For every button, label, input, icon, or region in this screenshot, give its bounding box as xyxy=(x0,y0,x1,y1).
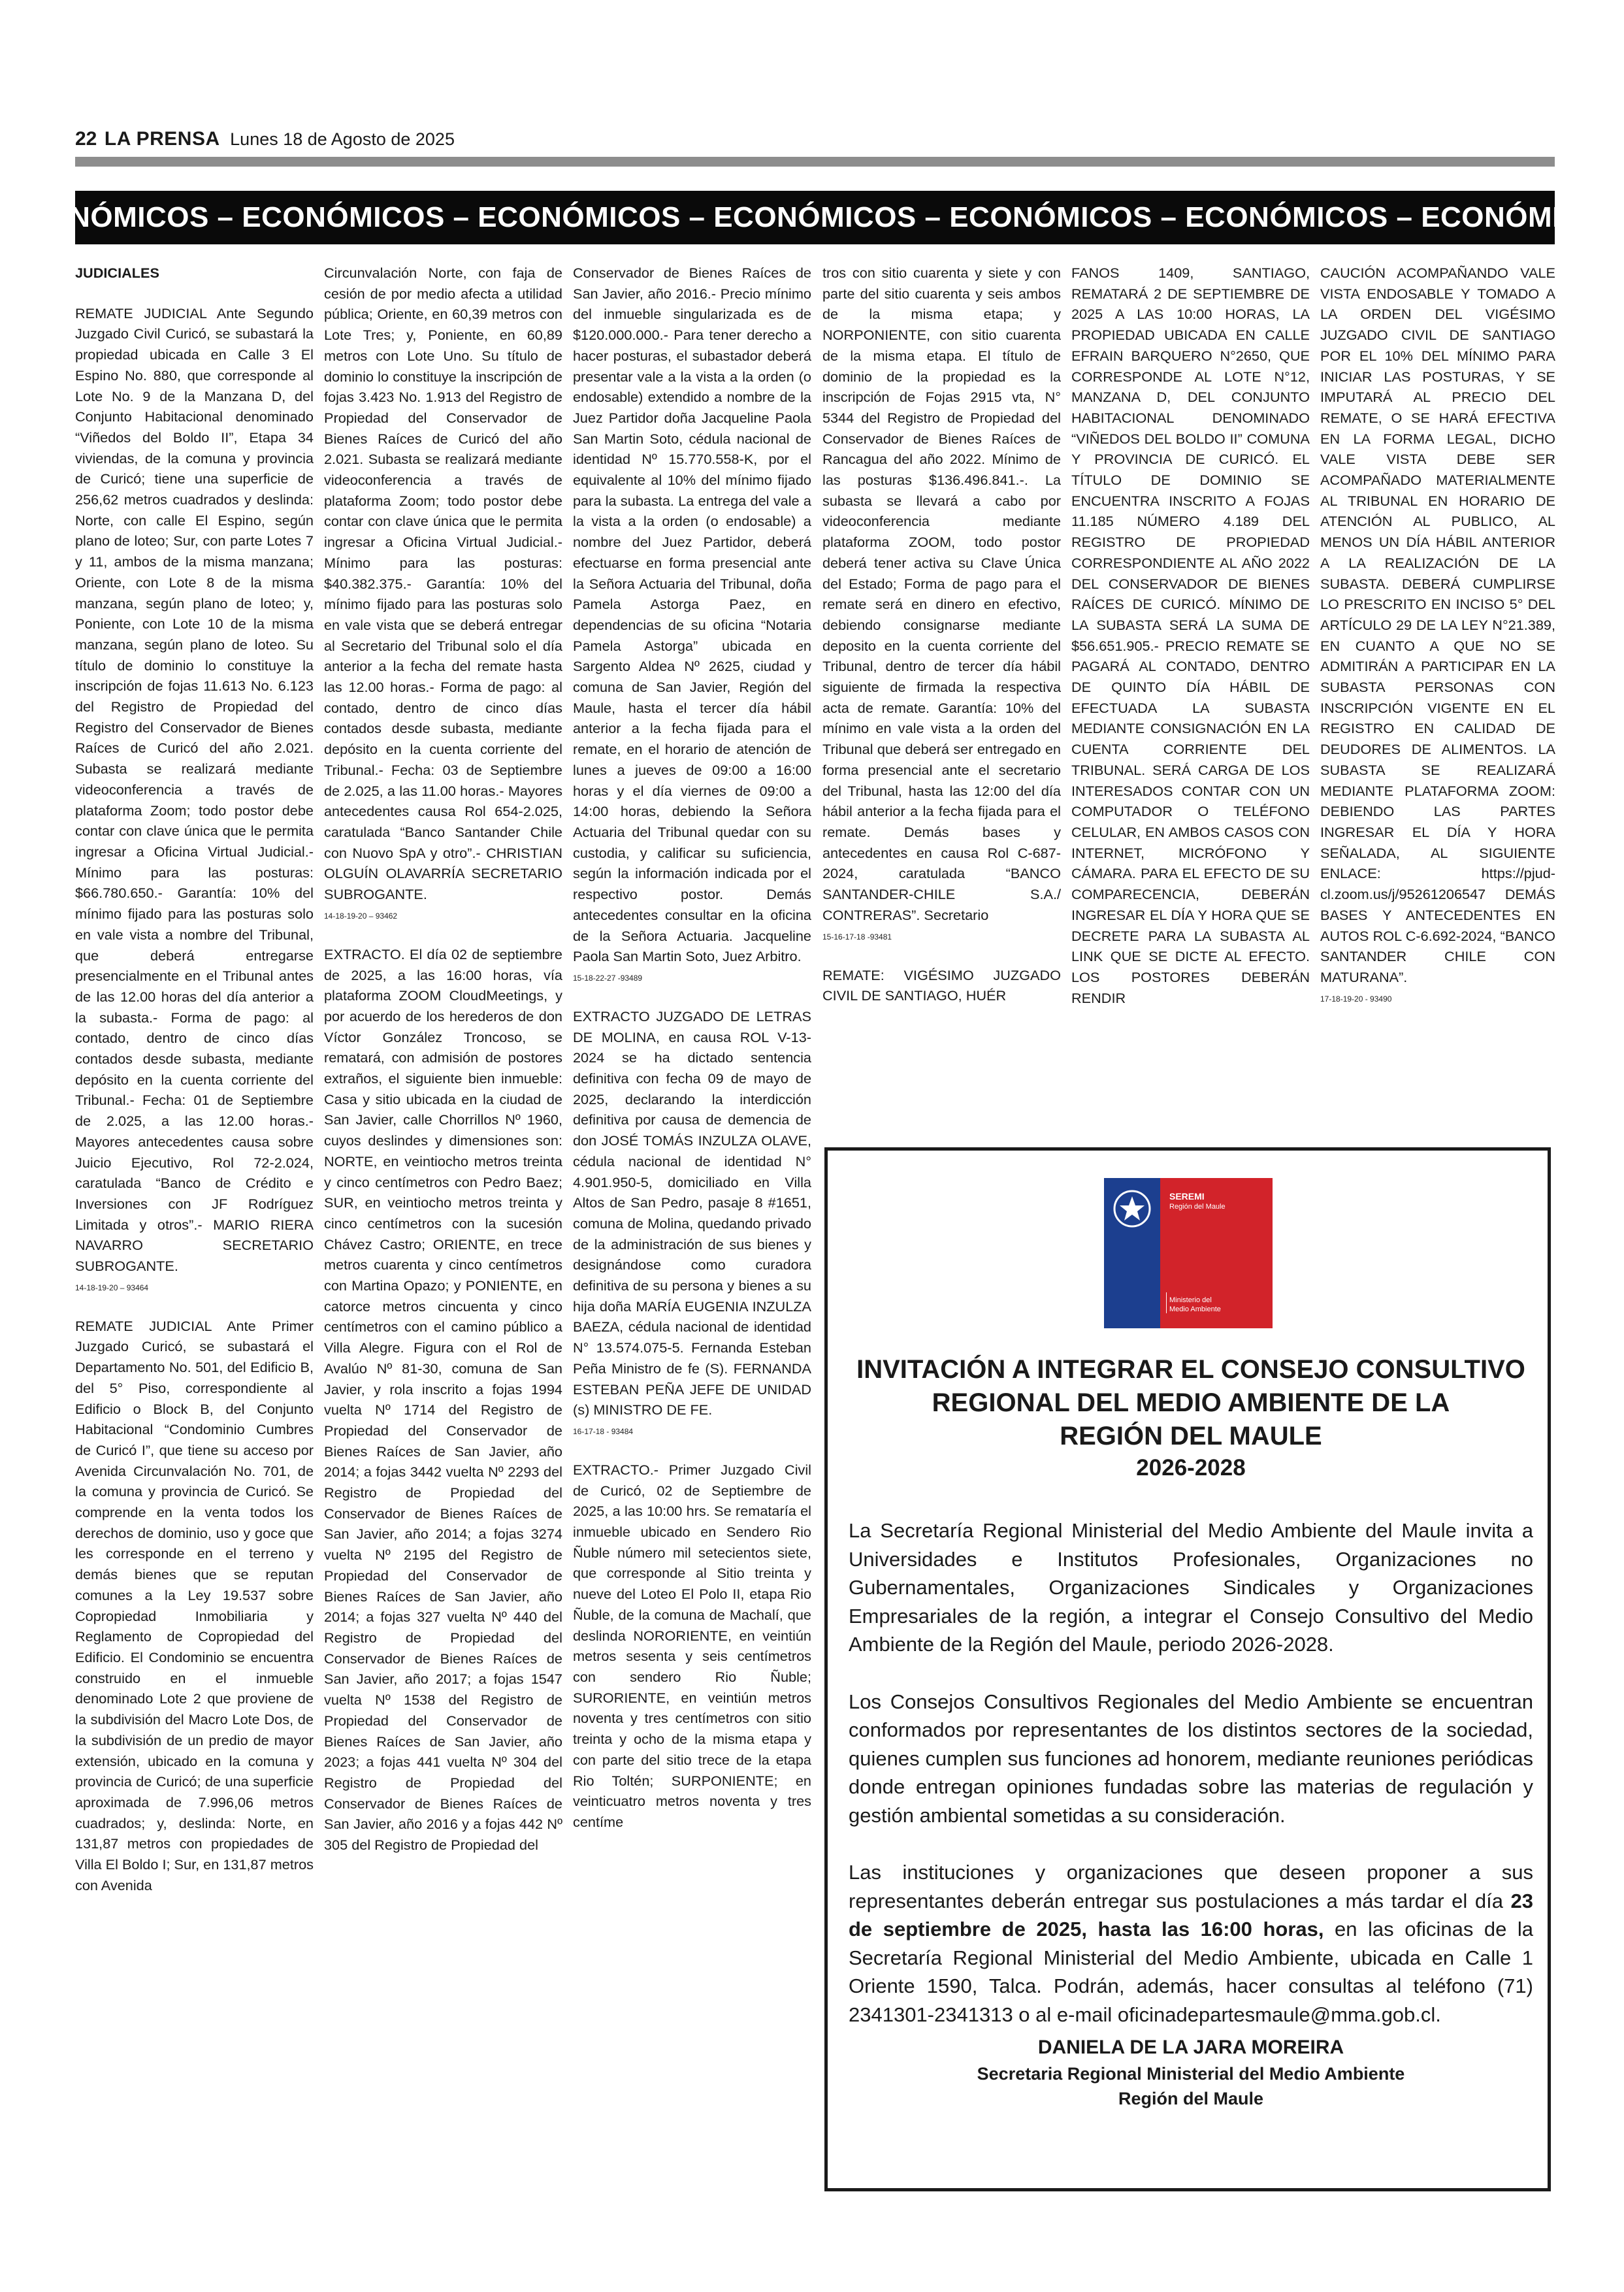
page-number: 22 xyxy=(75,128,97,150)
signatory-region: Región del Maule xyxy=(1118,2089,1264,2108)
classified-column-5 xyxy=(1071,263,1310,1132)
notice-paragraph: Los Consejos Consultivos Regionales del Medio Ambiente se encuentran conformados por representantes de los distintos sectores de la sociedad, quienes cumplen sus funciones ad honorem, mediante reuniones periódicas donde entregan opiniones fundadas sobre las materias de regulación y gestión ambiental sometidas a su consideración. xyxy=(849,1690,1533,1827)
classified-ad xyxy=(75,303,314,1296)
ad-code: 15-18-22-27 -93489 xyxy=(573,973,643,983)
ad-text: Circunvalación Norte, con faja de cesión de por medio afecta a utilidad pública; Oriente, en 60,39 metros con Lote Tres; y, Poniente, en 60,89 metros con Lote Uno. Su título de dominio lo constituye la inscripción de fojas 3.423 No. 1.913 del Registro de Propiedad del Conservador de Bienes Raíces de Curicó del año 2.021. Subasta se realizará mediante videoconferencia a través de plataforma Zoom; todo postor debe contar con clave única que le permita ingresar a Oficina Virtual Judicial.- Mínimo para las posturas: $40.382.375.- Garantía: 10% del mínimo fijado para las posturas solo en vale vista que se deberá entregar al Secretario del Tribunal solo el día anterior a la fecha del remate hasta las 12.00 horas.- Forma de pago: al contado, dentro de cinco días contados desde subasta, mediante depósito en la cuenta corriente del Tribunal.- Fecha: 03 de Septiembre de 2.025, a las 11.00 horas.- Mayores antecedentes causa Rol 654-2.025, caratulada “Banco Santander Chile con Nuovo SpA y otro”.- CHRISTIAN OLGUÍN OLAVARRÍA SECRETARIO SUBROGANTE. xyxy=(324,265,562,903)
notice-paragraph: La Secretaría Regional Ministerial del Medio Ambiente del Maule invita a Universidades e Institutos Profesionales, Organizaciones no Gubernamentales, Organizaciones Sindicales y Organizaciones Empresariales de la región, a integrar el Consejo Consultivo del Medio Ambiente de la Región del Maule, periodo 2026-2028. xyxy=(849,1519,1533,1656)
ad-text: EXTRACTO. El día 02 de septiembre de 2025, a las 16:00 horas, vía plataforma ZOOM CloudMeetings, y por acuerdo de los herederos de don Víctor González Troncoso, se rematará, con admisión de postores extraños, el siguiente bien inmueble: Casa y sitio ubicada en la ciudad de San Javier, calle Chorrillos Nº 1960, cuyos deslindes y dimensiones son: NORTE, en veintiocho metros treinta y cinco centímetros con Pedro Baez; SUR, en veintiocho metros treinta y cinco centímetros con la sucesión Chávez Castro; ORIENTE, en trece metros cuarenta y cinco centímetros con Martina Opazo; y PONIENTE, en catorce metros cincuenta y cinco centímetros con el camino público a Villa Alegre. Figura con el Rol de Avalúo Nº 81-30, comuna de San Javier, y rola inscrito a fojas 1994 vuelta Nº 1714 del Registro de Propiedad del Conservador de Bienes Raíces de San Javier, año 2014; a fojas 3442 vuelta Nº 2293 del Registro de Propiedad del Conservador de Bienes Raíces de San Javier, año 2014; a fojas 3274 vuelta Nº 2195 del Registro de Propiedad del Conservador de Bienes Raíces de San Javier, año 2014; a fojas 327 vuelta Nº 440 del Registro de Propiedad del Conservador de Bienes Raíces de San Javier, año 2017; a fojas 1547 vuelta Nº 1538 del Registro de Propiedad del Conservador de Bienes Raíces de San Javier, año 2023; a fojas 441 vuelta Nº 304 del Registro de Propiedad del Conservador de Bienes Raíces de San Javier, año 2016 y a fojas 442 Nº 305 del Registro de Propiedad del xyxy=(324,945,562,1854)
coat-of-arms-icon xyxy=(1112,1188,1152,1229)
deadline: 23 de septiembre de 2025, hasta las 16:00 horas, xyxy=(849,1889,1533,1940)
notice-period: 2026-2028 xyxy=(1136,1455,1246,1481)
classified-column-2 xyxy=(324,263,562,2193)
issue-date: Lunes 18 de Agosto de 2025 xyxy=(230,129,455,149)
notice-paragraph: Las instituciones y organizaciones que deseen proponer a sus representantes deberán entregar sus postulaciones a más tardar el día 23 de septiembre de 2025, hasta las 16:00 horas, en las oficinas de la Secretaría Regional Ministerial del Medio Ambiente, ubicada en Calle 1 Oriente 1590, Talca. Podrán, además, hacer consultas al teléfono (71) 2341301-2341313 o al e-mail oficinadepartesmaule@mma.gob.cl. xyxy=(849,1861,1534,2026)
notice-body xyxy=(849,1516,1533,2057)
classified-ad-continued xyxy=(324,263,562,925)
ad-text: CAUCIÓN ACOMPAÑANDO VALE VISTA ENDOSABLE Y TOMADO A LA ORDEN DEL VIGÉSIMO JUZGADO CIVIL DE SANTIAGO POR EL 10% DEL MÍNIMO PARA INICIAR LAS POSTURAS, Y SE IMPUTARÁ AL PRECIO DEL REMATE, O SE HARÁ EFECTIVA EN LA FORMA LEGAL, DICHO VALE VISTA DEBE SER ACOMPAÑADO MATERIALMENTE AL TRIBUNAL EN HORARIO DE ATENCIÓN AL PUBLICO, AL MENOS UN DÍA HÁBIL ANTERIOR A LA REALIZACIÓN DE LA SUBASTA. DEBERÁ CUMPLIRSE LO PRESCRITO EN INCISO 5° DEL ARTÍCULO 29 DE LA LEY N°21.389, EN CUANTO A QUE NO SE ADMITIRÁN A PARTICIPAR EN LA SUBASTA PERSONAS CON INSCRIPCIÓN VIGENTE EN EL REGISTRO EN CALIDAD DE DEUDORES DE ALIMENTOS. LA SUBASTA SE REALIZARÁ MEDIANTE PLATAFORMA ZOOM: DEBIENDO LAS PARTES INGRESAR EL DÍA Y HORA SEÑALADA, AL SIGUIENTE ENLACE: https://pjud-cl.zoom.us/j/95261206547 DEMÁS BASES Y ANTECEDENTES EN AUTOS ROL C-6.692-2024, “BANCO SANTANDER CHILE CON MATURANA”. xyxy=(1320,265,1555,985)
signatory-role: Secretaria Regional Ministerial del Medio Ambiente xyxy=(977,2064,1405,2084)
ad-code: 16-17-18 - 93484 xyxy=(573,1426,634,1436)
classified-ad-continued xyxy=(1320,263,1555,1007)
classified-column-3 xyxy=(573,263,811,1830)
classified-column-4 xyxy=(822,263,1061,1132)
classified-ad-continued xyxy=(573,263,811,987)
section-title: JUDICIALES xyxy=(75,265,159,281)
ad-code: 15-16-17-18 -93481 xyxy=(822,932,892,941)
ad-text: REMATE JUDICIAL Ante Segundo Juzgado Civil Curicó, se subastará la propiedad ubicada en Calle 3 El Espino No. 880, que corresponde al Lote No. 9 de la Manzana D, del Conjunto Habitacional denominado “Viñedos del Boldo II”, Etapa 34 viviendas, de la comuna y provincia de Curicó; tiene una superficie de 256,62 metros cuadrados y deslinda: Norte, con calle El Espino, según plano de loteo; Sur, con parte Lotes 7 y 11, ambos de la misma manzana; Oriente, con Lote 8 de la misma manzana, según plano de loteo; y, Poniente, con Lote 10 de la misma manzana, según plano de loteo. Su título de dominio lo constituye la inscripción de fojas 11.613 No. 6.123 del Registro de Propiedad del Registro del Conservador de Bienes Raíces de Curicó del año 2.021. Subasta se realizará mediante videoconferencia a través de plataforma Zoom; todo postor debe contar con clave única que le permita ingresar a Oficina Virtual Judicial.- Mínimo para las posturas: $66.780.650.- Garantía: 10% del mínimo fijado para las posturas solo en vale vista a nombre del Tribunal, que deberá entregarse presencialmente en el Tribunal antes de las 12.00 horas del día anterior a la subasta.- Forma de pago: al contado, dentro de cinco días contados desde subasta, mediante depósito en la cuenta corriente del Tribunal.- Fecha: 01 de Septiembre de 2.025, a las 12.00 horas.- Mayores antecedentes causa sobre Juicio Ejecutivo, Rol 72-2.024, caratulada “Banco de Crédito e Inversiones con JF Rodríguez Limitada y otros”.- MARIO RIERA NAVARRO SECRETARIO SUBROGANTE. xyxy=(75,304,314,1275)
masthead xyxy=(75,128,455,150)
ad-code: 14-18-19-20 – 93462 xyxy=(324,911,398,921)
ad-text: EXTRACTO.- Primer Juzgado Civil de Curicó, 02 de Septiembre de 2025, a las 10:00 hrs. Se remataría el inmueble ubicado en Sendero Rio Ñuble número mil setecientos siete, que corresponde al Sitio treinta y nueve del Loteo El Polo II, etapa Rio Ñuble, de la comuna de Machalí, que deslinda NORORIENTE, en veintiún metros sesenta y seis centímetros con sendero Rio Ñuble; SURORIENTE, en veintiún metros noventa y tres centímetros con sitio treinta y ocho de la misma etapa y con parte del sitio trece de la etapa Rio Toltén; SURPONIENTE; en veinticuatro metros noventa y tres centíme xyxy=(573,1461,811,1830)
classified-ad xyxy=(75,1316,314,1896)
ad-text: REMATE: VIGÉSIMO JUZGADO CIVIL DE SANTIAGO, HUÉR xyxy=(822,966,1061,1004)
classified-ad xyxy=(324,944,562,1856)
classified-ad-continued xyxy=(822,263,1061,945)
seremi-logo xyxy=(1104,1178,1273,1328)
logo-region: Región del Maule xyxy=(1169,1203,1226,1211)
ad-text: EXTRACTO JUZGADO DE LETRAS DE MOLINA, en causa ROL V-13-2024 se ha dictado sentencia definitiva con fecha 09 de mayo de 2025, declarando la interdicción definitiva por causa de demencia de don JOSÉ TOMÁS INZULZA OLAVE, cédula nacional de identidad N° 4.901.950-5, domiciliado en Villa Altos de San Pedro, pasaje 8 #1651, comuna de Molina, quedando privado de la administración de sus bienes y designándose como curadora definitiva de su persona y bienes a su hija doña MARÍA EUGENIA INZULZA BAEZA, cédula nacional de identidad N° 13.574.075-5. Fernanda Esteban Peña Ministro de fe (S). FERNANDA ESTEBAN PEÑA JEFE DE UNIDAD (s) MINISTRO DE FE. xyxy=(573,1007,811,1418)
ad-code: 14-18-19-20 – 93464 xyxy=(75,1283,149,1292)
notice-signature xyxy=(841,2034,1541,2111)
classified-ad xyxy=(573,1006,811,1440)
classified-ad xyxy=(822,965,1061,1006)
notice-title: INVITACIÓN A INTEGRAR EL CONSEJO CONSULTIVO REGIONAL DEL MEDIO AMBIENTE DE LA REGIÓN DEL MAULE 2026-2028 xyxy=(841,1353,1541,1483)
classified-column-6 xyxy=(1320,263,1555,1132)
top-rule xyxy=(75,157,1555,167)
ad-code: 17-18-19-20 - 93490 xyxy=(1320,994,1392,1004)
classified-ad-continued xyxy=(1071,263,1310,1008)
ad-text: FANOS 1409, SANTIAGO, REMATARÁ 2 DE SEPTIEMBRE DE 2025 A LAS 10:00 HORAS, LA PROPIEDAD UBICADA EN CALLE EFRAIN BARQUERO N°2650, QUE CORRESPONDE AL LOTE N°12, MANZANA D, DEL CONJUNTO HABITACIONAL DENOMINADO “VIÑEDOS DEL BOLDO II” COMUNA Y PROVINCIA DE CURICÓ. EL TÍTULO DE DOMINIO SE ENCUENTRA INSCRITO A FOJAS 11.185 NÚMERO 4.189 DEL REGISTRO DE PROPIEDAD CORRESPONDIENTE AL AÑO 2022 DEL CONSERVADOR DE BIENES RAÍCES DE CURICÓ. MÍNIMO DE LA SUBASTA SERÁ LA SUMA DE $56.651.905.- PRECIO REMATE SE PAGARÁ AL CONTADO, DENTRO DE QUINTO DÍA HÁBIL DE EFECTUADA LA SUBASTA MEDIANTE CONSIGNACIÓN EN LA CUENTA CORRIENTE DEL TRIBUNAL. SERÁ CARGA DE LOS INTERESADOS CONTAR CON UN COMPUTADOR O TELÉFONO CELULAR, EN AMBOS CASOS CON INTERNET, MICRÓFONO Y CÁMARA. PARA EL EFECTO DE SU COMPARECENCIA, DEBERÁN INGRESAR EL DÍA Y HORA QUE SE DECRETE PARA LA SUBASTA AL LINK QUE SE DICTE AL EFECTO. LOS POSTORES DEBERÁN RENDIR xyxy=(1071,265,1310,1006)
ad-text: Conservador de Bienes Raíces de San Javier, año 2016.- Precio mínimo del inmueble singularizada es de $120.000.000.- Para tener derecho a hacer posturas, el subastador deberá presentar vale a la vista a la orden (o endosable) extendido a nombre de la Juez Partidor doña Jacqueline Paola San Martin Soto, cédula nacional de identidad Nº 15.770.558-K, por el equivalente al 10% del mínimo fijado para la subasta. La entrega del vale a la vista a la orden (o endosable) a nombre del Juez Partidor, deberá efectuarse en forma presencial ante la Señora Actuaria del Tribunal, doña Pamela Astorga Paez, en dependencias de su oficina “Notaria Pamela Astorga” ubicada en Sargento Aldea Nº 2625, ciudad y comuna de San Javier, Región del Maule, hasta el tercer día hábil anterior a la fecha fijada para el remate, en el horario de atención de lunes a jueves de 09:00 a 16:00 horas y el día viernes de 09:00 a 14:00 horas, debiendo la Señora Actuaria del Tribunal quedar con su custodia, y calificar su suficiencia, según la información indicada por el respectivo postor. Demás antecedentes consultar en la oficina de la Señora Actuaria. Jacqueline Paola San Martin Soto, Juez Arbitro. xyxy=(573,265,811,965)
signatory-name: DANIELA DE LA JARA MOREIRA xyxy=(1037,2037,1344,2058)
logo-org: SEREMI xyxy=(1169,1191,1205,1202)
classified-ad xyxy=(573,1460,811,1833)
government-notice xyxy=(824,1147,1551,2191)
ad-text: tros con sitio cuarenta y siete y con parte del sitio cuarenta y seis ambos de la misma etapa; y NORPONIENTE, con sitio cuarenta de la misma etapa. El título de dominio de la propiedad es la inscripción de Fojas 2915 vta, N° 5344 del Registro de Propiedad del Conservador de Bienes Raíces de Rancagua del año 2022. Mínimo de las posturas $136.496.841.-. La subasta se llevará a cabo por videoconferencia mediante plataforma ZOOM, todo postor deberá tener activa su Clave Única del Estado; Forma de pago para el remate será en dinero en efectivo, debiendo consignarse mediante deposito en la cuenta corriente del Tribunal, dentro de tercer día hábil siguiente de firmada la respectiva acta de remate. Garantía: 10% del mínimo en vale vista a la orden del Tribunal que deberá ser entregado en forma presencial ante el secretario del Tribunal, hasta las 12:00 del día hábil anterior a la fecha fijada para el remate. Demás bases y antecedentes en causa Rol C-687-2024, caratulada “BANCO SANTANDER-CHILE S.A./ CONTRERAS”. Secretario xyxy=(822,265,1061,923)
publication-name: LA PRENSA xyxy=(104,128,220,150)
section-banner: ECONÓMICOS – ECONÓMICOS – ECONÓMICOS – ECONÓMICOS – ECONÓMICOS – ECONÓMICOS – ECONÓMICOS xyxy=(75,191,1555,244)
ad-text: REMATE JUDICIAL Ante Primer Juzgado Curicó, se subastará el Departamento No. 501, del Edificio B, del 5° Piso, correspondiente al Edificio o Block B, del Conjunto Habitacional “Condominio Cumbres de Curicó I”, que tiene su acceso por Avenida Circunvalación No. 701, de la comuna y provincia de Curicó. Se comprende en la venta todos los derechos de dominio, uso y goce que les corresponde en el terreno y demás bienes que se reputan comunes a la Ley 19.537 sobre Copropiedad Inmobiliaria y Reglamento de Copropiedad del Edificio. El Condominio se encuentra construido en el inmueble denominado Lote 2 que proviene de la subdivisión del Macro Lote Dos, de la subdivisión de un predio de mayor extensión, ubicado en la comuna y provincia de Curicó; de una superficie aproximada de 7.996,06 metros cuadrados; y, deslinda: Norte, en 131,87 metros con propiedades de Villa El Boldo I; Sur, en 131,87 metros con Avenida xyxy=(75,1317,314,1893)
classified-column-1 xyxy=(75,263,314,2193)
logo-ministry: Ministerio del Medio Ambiente xyxy=(1169,1296,1221,1313)
